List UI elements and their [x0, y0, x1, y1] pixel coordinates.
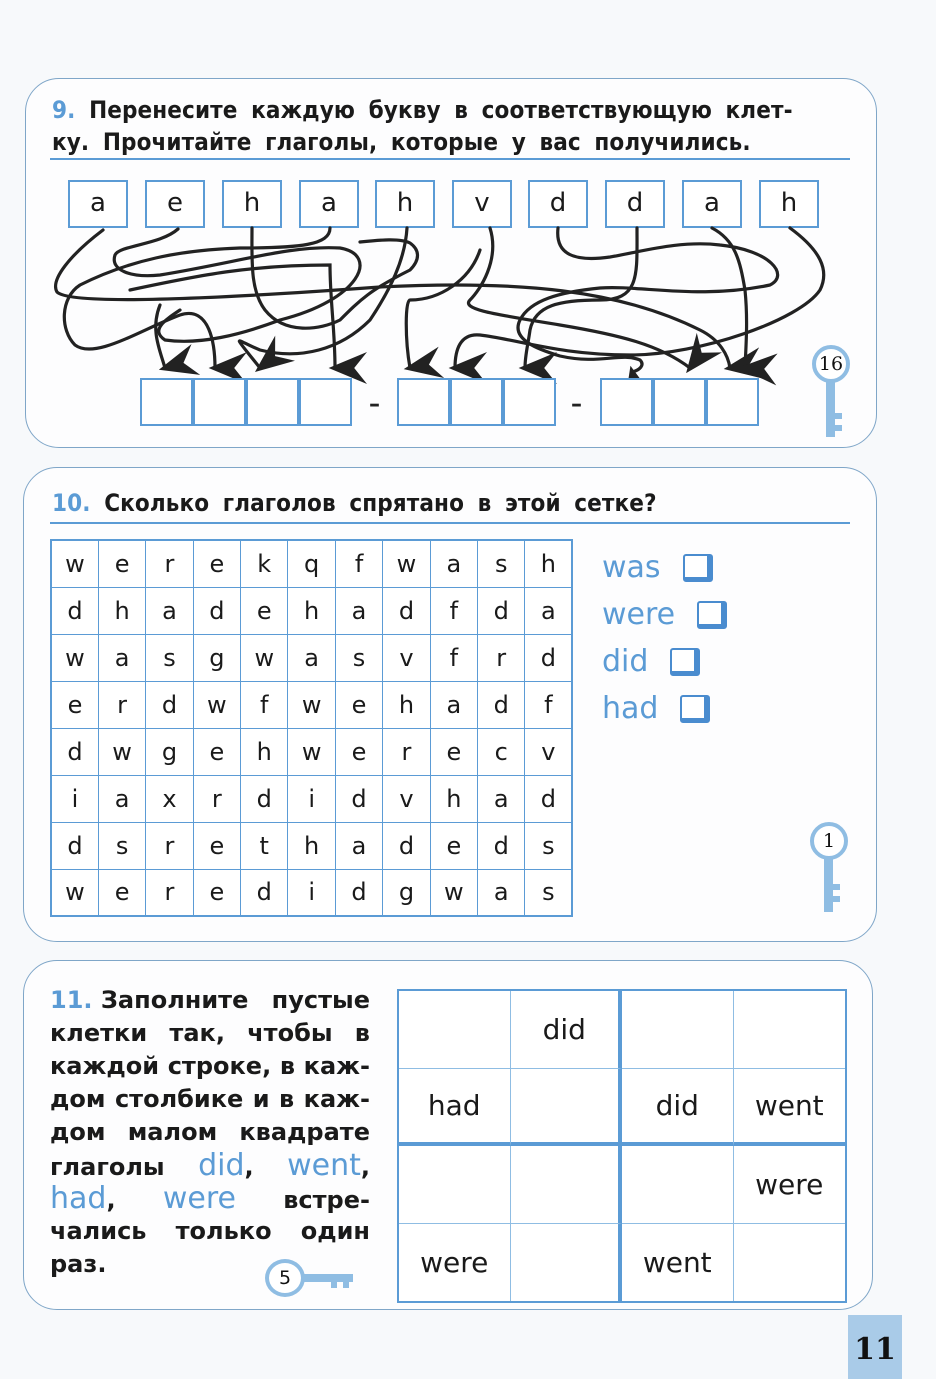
grid-row — [51, 869, 572, 916]
grid-cell[interactable]: d — [241, 869, 288, 916]
grid-cell[interactable]: e — [335, 728, 382, 775]
grid-cell[interactable]: w — [51, 869, 98, 916]
page-number: 11 — [848, 1315, 902, 1379]
grid-cell[interactable]: w — [51, 540, 98, 587]
empty-cell[interactable] — [399, 1146, 511, 1224]
grid-cell[interactable]: a — [288, 634, 335, 681]
grid-cell[interactable]: f — [525, 681, 572, 728]
grid-cell[interactable]: s — [525, 822, 572, 869]
grid-cell[interactable]: e — [241, 587, 288, 634]
grid-cell[interactable]: a — [335, 822, 382, 869]
task-10-title: 10. Сколько глаголов спрятано в этой сетке? — [52, 489, 657, 517]
letter-box: d — [528, 180, 588, 228]
key-points: 5 — [265, 1259, 305, 1297]
answer-cell[interactable] — [706, 378, 759, 426]
task-9-title-line2: ку. Прочитайте глаголы, которые у вас получились. — [52, 128, 751, 156]
letter-box: v — [452, 180, 512, 228]
grid-cell[interactable]: e — [193, 540, 240, 587]
grid-row — [51, 822, 572, 869]
verb-item-did — [602, 638, 727, 685]
grid-cell[interactable]: d — [335, 869, 382, 916]
given-cell: were — [734, 1146, 846, 1224]
grid-cell[interactable]: d — [51, 587, 98, 634]
empty-cell[interactable] — [511, 1224, 623, 1302]
grid-cell[interactable]: h — [98, 587, 145, 634]
grid-cell[interactable]: d — [335, 775, 382, 822]
verb-were: were — [162, 1181, 236, 1216]
dash-separator: – — [369, 392, 380, 417]
grid-row — [51, 587, 572, 634]
grid-cell[interactable]: w — [193, 681, 240, 728]
grid-cell[interactable]: g — [146, 728, 193, 775]
grid-cell[interactable]: w — [288, 728, 335, 775]
answer-cell[interactable] — [193, 378, 246, 426]
grid-cell[interactable]: a — [430, 540, 477, 587]
task-number: 9. — [52, 96, 76, 124]
empty-cell[interactable] — [734, 1224, 846, 1302]
verb-went: went — [287, 1148, 361, 1183]
grid-cell[interactable]: i — [288, 775, 335, 822]
verb-item-were — [602, 591, 727, 638]
grid-cell[interactable]: a — [525, 587, 572, 634]
letter-box: e — [145, 180, 205, 228]
letter-box: h — [375, 180, 435, 228]
grid-cell[interactable]: s — [98, 822, 145, 869]
grid-cell[interactable]: r — [146, 869, 193, 916]
grid-cell[interactable]: k — [241, 540, 288, 587]
grid-cell[interactable]: v — [383, 634, 430, 681]
dash-separator: – — [571, 392, 582, 417]
grid-cell[interactable]: q — [288, 540, 335, 587]
grid-cell[interactable]: w — [430, 869, 477, 916]
grid-cell[interactable]: i — [288, 869, 335, 916]
letter-box: a — [68, 180, 128, 228]
grid-cell[interactable]: d — [51, 728, 98, 775]
grid-cell[interactable]: s — [146, 634, 193, 681]
grid-cell[interactable]: i — [51, 775, 98, 822]
grid-cell[interactable]: h — [383, 681, 430, 728]
answer-cell[interactable] — [503, 378, 556, 426]
grid-row — [51, 634, 572, 681]
grid-row — [51, 681, 572, 728]
grid-cell[interactable]: f — [241, 681, 288, 728]
grid-cell[interactable]: d — [51, 822, 98, 869]
grid-cell[interactable]: e — [193, 822, 240, 869]
grid-cell[interactable]: e — [430, 822, 477, 869]
grid-cell[interactable]: e — [430, 728, 477, 775]
grid-row — [51, 775, 572, 822]
grid-cell[interactable]: f — [430, 634, 477, 681]
grid-cell[interactable]: f — [430, 587, 477, 634]
grid-cell[interactable]: h — [288, 587, 335, 634]
grid-cell[interactable]: d — [478, 822, 525, 869]
grid-cell[interactable]: s — [335, 634, 382, 681]
grid-cell[interactable]: a — [335, 587, 382, 634]
letter-box: h — [222, 180, 282, 228]
grid-cell[interactable]: r — [193, 775, 240, 822]
grid-cell[interactable]: a — [430, 681, 477, 728]
grid-cell[interactable]: e — [98, 540, 145, 587]
empty-cell[interactable] — [622, 991, 734, 1069]
verb-item-was — [602, 544, 727, 591]
answer-cell[interactable] — [397, 378, 450, 426]
grid-cell[interactable]: d — [478, 587, 525, 634]
grid-cell[interactable]: d — [525, 634, 572, 681]
grid-cell[interactable]: a — [146, 587, 193, 634]
verb-label: was — [602, 549, 661, 585]
grid-cell[interactable]: d — [146, 681, 193, 728]
grid-cell[interactable]: t — [241, 822, 288, 869]
given-cell: went — [622, 1224, 734, 1302]
answer-cell[interactable] — [450, 378, 503, 426]
grid-cell[interactable]: a — [478, 869, 525, 916]
answer-cell[interactable] — [140, 378, 193, 426]
grid-cell[interactable]: r — [478, 634, 525, 681]
grid-cell[interactable]: a — [478, 775, 525, 822]
count-answer-box[interactable] — [683, 554, 713, 582]
grid-cell[interactable]: e — [51, 681, 98, 728]
empty-cell[interactable] — [399, 991, 511, 1069]
grid-cell[interactable]: w — [98, 728, 145, 775]
grid-cell[interactable]: d — [193, 587, 240, 634]
word-search-grid — [50, 539, 573, 917]
count-answer-box[interactable] — [680, 695, 710, 723]
grid-cell[interactable]: w — [51, 634, 98, 681]
letter-box: h — [759, 180, 819, 228]
answer-cell[interactable] — [299, 378, 352, 426]
title-underline — [50, 522, 850, 524]
grid-cell[interactable]: e — [98, 869, 145, 916]
count-answer-box[interactable] — [697, 601, 727, 629]
verb-sudoku-grid — [397, 989, 847, 1303]
given-cell: went — [734, 1069, 846, 1147]
answer-cell[interactable] — [600, 378, 653, 426]
task-9-title: 9. Перенесите каждую букву в соответствующую клет- ку. Прочитайте глаголы, которые у вас получились. — [52, 94, 852, 158]
grid-cell[interactable]: a — [98, 775, 145, 822]
grid-cell[interactable]: s — [525, 869, 572, 916]
grid-cell[interactable]: e — [193, 728, 240, 775]
grid-cell[interactable]: r — [98, 681, 145, 728]
given-cell: were — [399, 1224, 511, 1302]
grid-cell[interactable]: w — [383, 540, 430, 587]
grid-cell[interactable]: r — [146, 822, 193, 869]
letter-box: d — [605, 180, 665, 228]
empty-cell[interactable] — [511, 1069, 623, 1147]
empty-cell[interactable] — [622, 1146, 734, 1224]
grid-cell[interactable]: g — [193, 634, 240, 681]
grid-cell[interactable]: d — [478, 681, 525, 728]
grid-cell[interactable]: e — [335, 681, 382, 728]
given-cell: did — [622, 1069, 734, 1147]
grid-cell[interactable]: f — [335, 540, 382, 587]
grid-cell[interactable]: g — [383, 869, 430, 916]
letter-box: a — [682, 180, 742, 228]
grid-cell[interactable]: d — [383, 822, 430, 869]
grid-cell[interactable]: w — [241, 634, 288, 681]
verb-item-had — [602, 685, 727, 732]
key-points: 16 — [812, 345, 850, 383]
grid-cell[interactable]: d — [525, 775, 572, 822]
grid-cell[interactable]: s — [478, 540, 525, 587]
given-cell: had — [399, 1069, 511, 1147]
empty-cell[interactable] — [734, 991, 846, 1069]
grid-cell[interactable]: d — [383, 587, 430, 634]
grid-cell[interactable]: v — [525, 728, 572, 775]
task-number: 11. — [50, 986, 93, 1014]
grid-row — [51, 728, 572, 775]
task-number: 10. — [52, 489, 91, 517]
grid-cell[interactable]: h — [241, 728, 288, 775]
grid-cell[interactable]: h — [430, 775, 477, 822]
grid-cell[interactable]: x — [146, 775, 193, 822]
verb-label: were — [602, 596, 676, 632]
verb-label: did — [602, 643, 649, 679]
grid-row — [51, 540, 572, 587]
key-points: 1 — [810, 822, 848, 860]
verb-checklist — [602, 544, 727, 732]
answer-cell[interactable] — [246, 378, 299, 426]
verb-did: did — [198, 1148, 245, 1183]
grid-cell[interactable]: w — [288, 681, 335, 728]
answer-cell[interactable] — [653, 378, 706, 426]
task-11-instructions: 11. Заполните пустые клетки так, чтобы в каждой строке, в каж- дом столбике и в каж- дом малом квадрате глаголы did, went, had, were встре- чались только один раз. — [50, 986, 370, 1278]
grid-cell[interactable]: r — [146, 540, 193, 587]
grid-cell[interactable]: h — [288, 822, 335, 869]
grid-cell[interactable]: v — [383, 775, 430, 822]
letter-box: a — [299, 180, 359, 228]
grid-cell[interactable]: a — [98, 634, 145, 681]
grid-cell[interactable]: d — [241, 775, 288, 822]
verb-had: had — [50, 1181, 107, 1216]
grid-cell[interactable]: r — [383, 728, 430, 775]
empty-cell[interactable] — [511, 1146, 623, 1224]
grid-cell[interactable]: h — [525, 540, 572, 587]
verb-label: had — [602, 690, 659, 726]
grid-cell[interactable]: c — [478, 728, 525, 775]
grid-cell[interactable]: e — [193, 869, 240, 916]
given-cell: did — [511, 991, 623, 1069]
count-answer-box[interactable] — [670, 648, 700, 676]
